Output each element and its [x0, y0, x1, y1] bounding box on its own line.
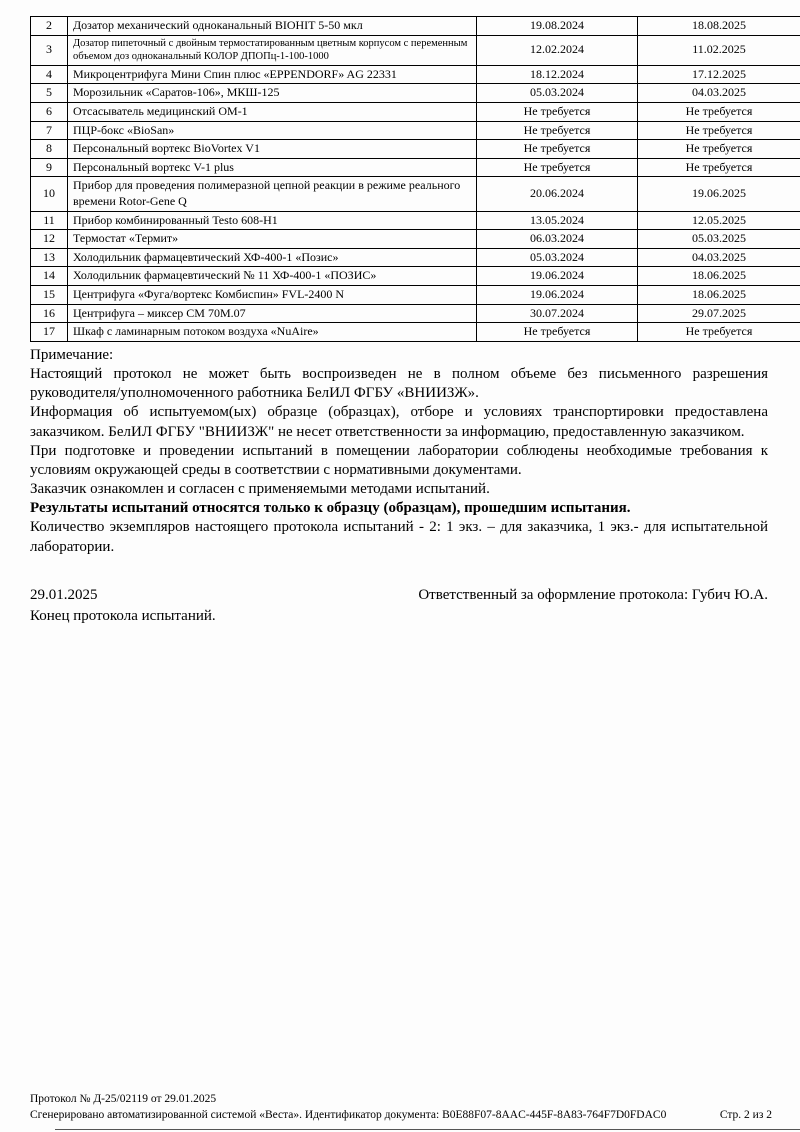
valid-until-date-cell: 18.06.2025 [638, 286, 800, 305]
row-number-cell: 6 [31, 103, 68, 122]
table-row [31, 211, 800, 230]
row-number-cell: 13 [31, 248, 68, 267]
valid-until-date-cell: 18.08.2025 [638, 17, 800, 36]
footer-protocol-number: Протокол № Д-25/02119 от 29.01.2025 [30, 1092, 217, 1105]
table-row [31, 140, 800, 159]
equipment-name-cell: Персональный вортекс V-1 plus [68, 158, 477, 177]
calibration-date-cell: 20.06.2024 [477, 177, 638, 211]
table-row [31, 158, 800, 177]
notes-title: Примечание: [30, 346, 114, 363]
calibration-date-cell: Не требуется [477, 103, 638, 122]
row-number-cell: 9 [31, 158, 68, 177]
valid-until-date-cell: Не требуется [638, 140, 800, 159]
table-row [31, 35, 800, 65]
row-number-cell: 8 [31, 140, 68, 159]
equipment-name-cell: Дозатор механический одноканальный BIOHIT 5-50 мкл [68, 17, 477, 36]
calibration-date-cell: 19.08.2024 [477, 17, 638, 36]
calibration-date-cell: 18.12.2024 [477, 65, 638, 84]
row-number-cell: 16 [31, 304, 68, 323]
row-number-cell: 7 [31, 121, 68, 140]
equipment-name-cell: Термостат «Термит» [68, 230, 477, 249]
equipment-name-cell: Дозатор пипеточный с двойным термостатированным цветным корпусом с переменным объемом доз одноканальный КОЛОР ДПОПц-1-100-1000 [68, 35, 477, 65]
calibration-date-cell: 05.03.2024 [477, 84, 638, 103]
equipment-name-cell: Отсасыватель медицинский ОМ-1 [68, 103, 477, 122]
calibration-date-cell: Не требуется [477, 323, 638, 342]
calibration-date-cell: 30.07.2024 [477, 304, 638, 323]
calibration-date-cell: 13.05.2024 [477, 211, 638, 230]
signature-row [30, 587, 768, 604]
equipment-name-cell: Центрифуга «Фуга/вортекс Комбиспин» FVL-2400 N [68, 286, 477, 305]
valid-until-date-cell: 11.02.2025 [638, 35, 800, 65]
equipment-name-cell: Шкаф с ламинарным потоком воздуха «NuAire» [68, 323, 477, 342]
row-number-cell: 14 [31, 267, 68, 286]
valid-until-date-cell: 04.03.2025 [638, 84, 800, 103]
note-paragraph-4: Заказчик ознакомлен и согласен с применяемыми методами испытаний. [30, 481, 490, 498]
table-row [31, 103, 800, 122]
equipment-table [30, 16, 800, 342]
calibration-date-cell: 06.03.2024 [477, 230, 638, 249]
footer-generated-row [30, 1108, 772, 1124]
row-number-cell: 4 [31, 65, 68, 84]
calibration-date-cell: Не требуется [477, 140, 638, 159]
end-of-protocol-line: Конец протокола испытаний. [30, 607, 216, 624]
row-number-cell: 10 [31, 177, 68, 211]
valid-until-date-cell: Не требуется [638, 323, 800, 342]
valid-until-date-cell: 19.06.2025 [638, 177, 800, 211]
table-row [31, 177, 800, 211]
note-paragraph-copies: Количество экземпляров настоящего протокола испытаний - 2: 1 экз. – для заказчика, 1 экз.- для испытательной лаборатории. [30, 519, 768, 555]
note-paragraph-results-bold: Результаты испытаний относятся только к образцу (образцам), прошедшим испытания. [30, 500, 631, 517]
table-row [31, 323, 800, 342]
row-number-cell: 2 [31, 17, 68, 36]
calibration-date-cell: 05.03.2024 [477, 248, 638, 267]
signature-date: 29.01.2025 [30, 586, 98, 603]
row-number-cell: 17 [31, 323, 68, 342]
equipment-name-cell: Прибор для проведения полимеразной цепной реакции в режиме реального времени Rotor-Gene Q [68, 177, 477, 211]
calibration-date-cell: Не требуется [477, 121, 638, 140]
notes-section [30, 346, 768, 557]
table-row [31, 230, 800, 249]
equipment-name-cell: Прибор комбинированный Testo 608-H1 [68, 211, 477, 230]
page-footer [30, 1092, 772, 1124]
table-row [31, 17, 800, 36]
calibration-date-cell: 19.06.2024 [477, 286, 638, 305]
calibration-date-cell: Не требуется [477, 158, 638, 177]
table-row [31, 267, 800, 286]
equipment-name-cell: Персональный вортекс BioVortex V1 [68, 140, 477, 159]
calibration-date-cell: 12.02.2024 [477, 35, 638, 65]
valid-until-date-cell: 17.12.2025 [638, 65, 800, 84]
responsible-person: Ответственный за оформление протокола: Губич Ю.А. [418, 586, 768, 603]
valid-until-date-cell: 05.03.2025 [638, 230, 800, 249]
table-row [31, 121, 800, 140]
row-number-cell: 11 [31, 211, 68, 230]
row-number-cell: 12 [31, 230, 68, 249]
equipment-name-cell: Холодильник фармацевтический № 11 ХФ-400-1 «ПОЗИС» [68, 267, 477, 286]
calibration-date-cell: 19.06.2024 [477, 267, 638, 286]
valid-until-date-cell: Не требуется [638, 121, 800, 140]
valid-until-date-cell: 12.05.2025 [638, 211, 800, 230]
table-row [31, 84, 800, 103]
equipment-name-cell: Холодильник фармацевтический ХФ-400-1 «Позис» [68, 248, 477, 267]
footer-generated-text: Сгенерировано автоматизированной системой «Веста». Идентификатор документа: B0E88F07-8AAC-445F-8A83-764F7D0FDAC0 [30, 1109, 667, 1122]
row-number-cell: 3 [31, 35, 68, 65]
row-number-cell: 15 [31, 286, 68, 305]
footer-page-number: Стр. 2 из 2 [719, 1109, 772, 1122]
note-paragraph-3: При подготовке и проведении испытаний в помещении лаборатории соблюдены необходимые требования к условиям окружающей среды в соответствии с нормативными документами. [30, 442, 768, 478]
valid-until-date-cell: Не требуется [638, 158, 800, 177]
table-row [31, 286, 800, 305]
valid-until-date-cell: 04.03.2025 [638, 248, 800, 267]
note-paragraph-1: Настоящий протокол не может быть воспроизведен не в полном объеме без письменного разрешения руководителя/уполномоченного работника БелИЛ ФГБУ «ВНИИЗЖ». [30, 365, 768, 402]
equipment-name-cell: Микроцентрифуга Мини Спин плюс «EPPENDORF» AG 22331 [68, 65, 477, 84]
equipment-name-cell: Центрифуга – миксер СМ 70М.07 [68, 304, 477, 323]
valid-until-date-cell: 18.06.2025 [638, 267, 800, 286]
row-number-cell: 5 [31, 84, 68, 103]
equipment-name-cell: Морозильник «Саратов-106», МКШ-125 [68, 84, 477, 103]
equipment-table-body [31, 17, 800, 342]
table-row [31, 248, 800, 267]
valid-until-date-cell: Не требуется [638, 103, 800, 122]
note-paragraph-2: Информация об испытуемом(ых) образце (образцах), отборе и условиях транспортировки предоставлена заказчиком. БелИЛ ФГБУ "ВНИИЗЖ" не несет ответственности за информацию, предоставленную заказчиком. [30, 404, 768, 440]
equipment-name-cell: ПЦР-бокс «BioSan» [68, 121, 477, 140]
table-row [31, 65, 800, 84]
table-row [31, 304, 800, 323]
valid-until-date-cell: 29.07.2025 [638, 304, 800, 323]
